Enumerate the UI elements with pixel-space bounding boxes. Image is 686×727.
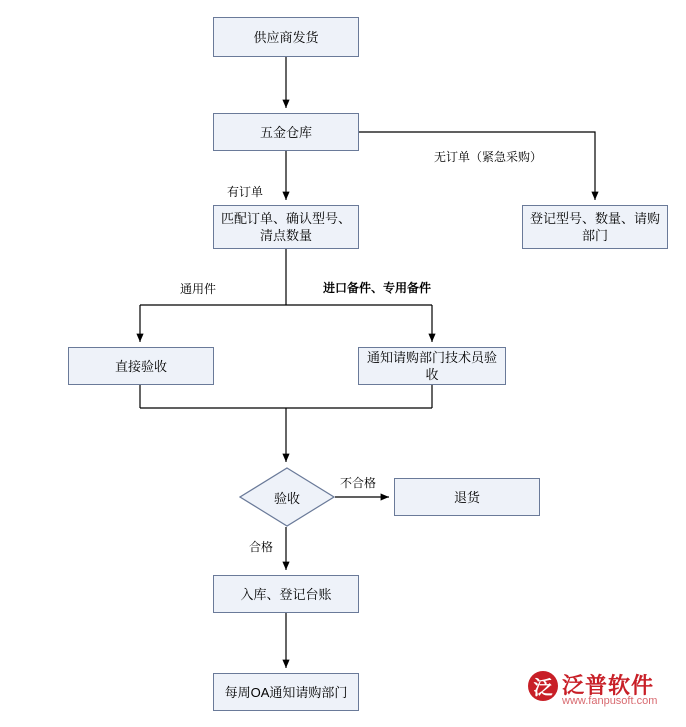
edge-label-qualified (249, 538, 273, 555)
edge-label-unqualified (340, 474, 376, 491)
brand-logo-text: 泛 (533, 677, 553, 699)
node-hardware-warehouse (213, 113, 359, 151)
edge-label-general-part (180, 280, 216, 297)
node-label: 供应商发货 (253, 29, 319, 45)
node-acceptance-decision (239, 467, 335, 527)
node-supplier-shipment (213, 17, 359, 57)
brand-name: 泛普软件 (562, 673, 655, 698)
node-label: 通知请购部门技术员验收 (366, 350, 497, 382)
edge-label-imported-special-part (323, 279, 431, 296)
edge-label-text: 进口备件、专用备件 (323, 281, 432, 295)
node-label: 入库、登记台账 (240, 586, 332, 602)
edge-label-text: 不合格 (340, 476, 377, 490)
edge-label-has-order (227, 183, 263, 200)
node-label: 直接验收 (114, 358, 167, 374)
node-direct-acceptance (68, 347, 214, 385)
brand-logo-icon (528, 671, 558, 701)
node-return-goods (394, 478, 540, 516)
edge-label-text: 合格 (249, 540, 274, 554)
edge-label-text: 无订单（紧急采购） (434, 150, 543, 164)
node-match-order-check (213, 205, 359, 249)
edge-label-text: 有订单 (227, 185, 264, 199)
node-label: 退货 (453, 489, 480, 505)
node-notify-dept-technician (358, 347, 506, 385)
node-label: 每周OA通知请购部门 (224, 684, 348, 700)
node-weekly-oa-notice (213, 673, 359, 711)
watermark (528, 669, 678, 721)
node-stock-in-ledger (213, 575, 359, 613)
edge-label-no-order (434, 148, 542, 165)
brand-url: www.fanpusoft.com (562, 695, 658, 707)
edge-label-text: 通用件 (180, 282, 217, 296)
node-label: 验收 (273, 490, 300, 506)
node-label-wrap (239, 467, 335, 527)
node-label: 登记型号、数量、请购部门 (529, 211, 660, 243)
node-label: 匹配订单、确认型号、清点数量 (220, 211, 351, 243)
node-label: 五金仓库 (259, 124, 312, 140)
node-register-model-qty-dept (522, 205, 668, 249)
